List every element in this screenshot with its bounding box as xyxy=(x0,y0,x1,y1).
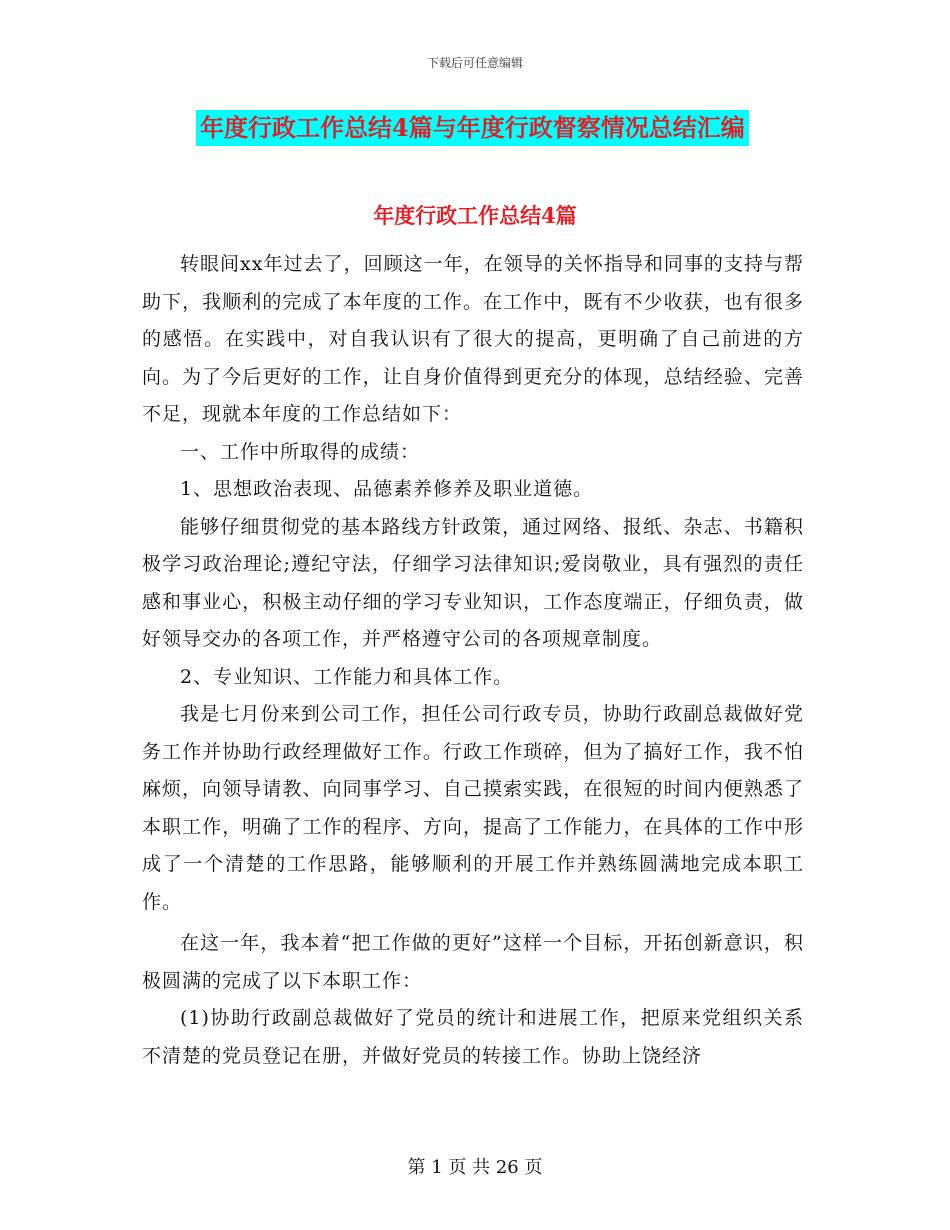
paragraph-heading-skills: 2、专业知识、工作能力和具体工作。 xyxy=(180,665,514,688)
page-footer: 第 1 页 共 26 页 xyxy=(407,1157,543,1178)
paragraph-intro: 转眼间xx年过去了，回顾这一年，在领导的关怀指导和同事的支持与帮助下，我顺利的完成了本年度的工作。在工作中，既有不少收获，也有很多的感悟。在实践中，对自我认识有了很大的提高，更明确了自己前进的方向。为了今后更好的工作，让自身价值得到更充分的体现，总结经验、完善不足，现就本年度的工作总结如下： xyxy=(142,253,804,425)
paragraph-ethics: 能够仔细贯彻党的基本路线方针政策，通过网络、报纸、杂志、书籍积极学习政治理论;遵纪守法，仔细学习法律知识;爱岗敬业，具有强烈的责任感和事业心，积极主动仔细的学习专业知识，工作态度端正，仔细负责，做好领导交办的各项工作，并严格遵守公司的各项规章制度。 xyxy=(142,515,804,650)
document-body xyxy=(142,246,804,1075)
paragraph-goal: 在这一年，我本着“把工作做的更好”这样一个目标，开拓创新意识，积极圆满的完成了以下本职工作： xyxy=(142,932,804,992)
paragraph-item-1: (1)协助行政副总裁做好了党员的统计和进展工作，把原来党组织关系不清楚的党员登记在册，并做好党员的转接工作。协助上饶经济 xyxy=(142,1007,804,1067)
paragraph-skills: 我是七月份来到公司工作，担任公司行政专员，协助行政副总裁做好党务工作并协助行政经理做好工作。行政工作琐碎，但为了搞好工作，我不怕麻烦，向领导请教、向同事学习、自己摸索实践，在很短的时间内便熟悉了本职工作，明确了工作的程序、方向，提高了工作能力，在具体的工作中形成了一个清楚的工作思路，能够顺利的开展工作并熟练圆满地完成本职工作。 xyxy=(142,703,804,913)
document-main-title: 年度行政工作总结4篇与年度行政督察情况总结汇编 xyxy=(196,110,749,146)
section-title: 年度行政工作总结4篇 xyxy=(373,203,577,228)
paragraph-heading-ethics: 1、思想政治表现、品德素养修养及职业道德。 xyxy=(180,478,594,500)
paragraph-heading-achievements: 一、工作中所取得的成绩： xyxy=(180,440,421,463)
header-note: 下载后可任意编辑 xyxy=(426,56,523,70)
